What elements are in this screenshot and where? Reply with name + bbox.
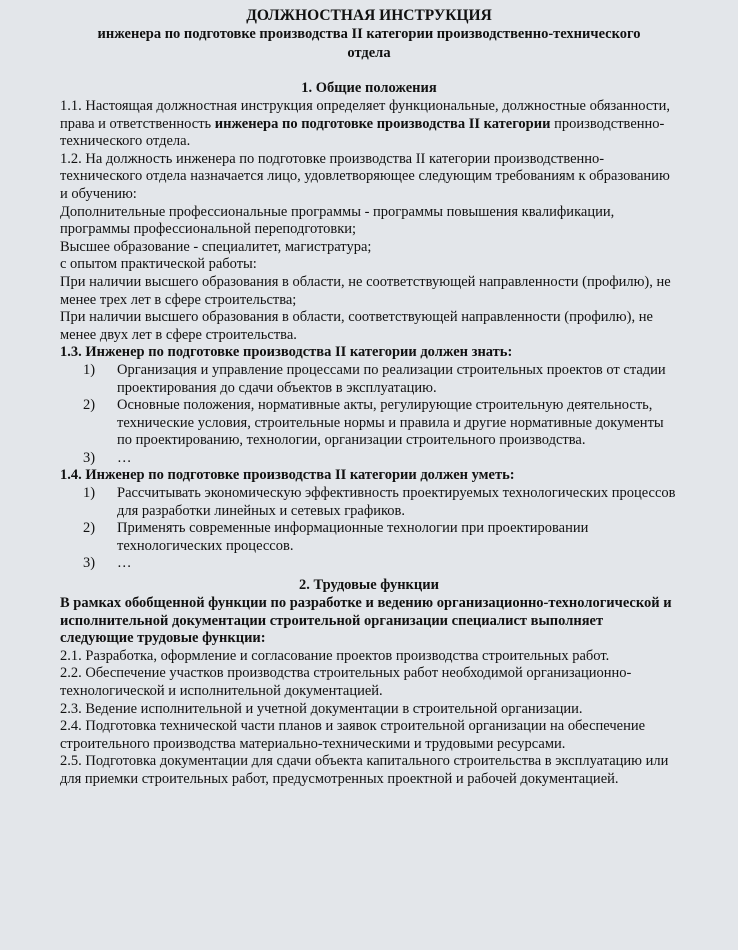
list-number: 3) [83,555,96,572]
paragraph-2-3: 2.3. Ведение исполнительной и учетной документации в строительной организации. [60,700,583,717]
list-item [60,485,678,520]
paragraph-1-3: 1.3. Инженер по подготовке производства II категории должен знать: [60,344,513,361]
list-text: Рассчитывать экономическую эффективность проектируемых технологических процессов для разработки линейных и сетевых графиков. [117,485,676,519]
paragraph-1-1-end: производственно-технического отдела. [60,115,665,150]
requirement-1: Дополнительные профессиональные программы - программы повышения квалификации, программы профессиональной переподготовки; [60,203,615,238]
requirement-4: При наличии высшего образования в области, не соответствующей направленности (профилю), не менее трех лет в сфере строительства; [60,273,671,308]
list-text: Применять современные информационные технологии при проектировании технологических процессов. [117,520,589,554]
document-title: ДОЛЖНОСТНАЯ ИНСТРУКЦИЯ [246,7,492,24]
paragraph-1-1 [60,98,678,151]
paragraph-2-1: 2.1. Разработка, оформление и согласование проектов производства строительных работ. [60,647,610,664]
paragraph-1-1-bold: инженера по подготовке производства II категории [214,115,551,132]
paragraph-2-4: 2.4. Подготовка технической части планов и заявок строительной организации на обеспечение строительного производства материально-техническими и трудовыми ресурсами. [60,718,646,752]
list-number: 3) [83,449,96,466]
paragraph-2-2: 2.2. Обеспечение участков производства строительных работ необходимой организационно-технологической и исполнительной документацией. [60,665,632,699]
list-text: Основные положения, нормативные акты, регулирующие строительную деятельность, технические условия, строительные нормы и правила и другие нормативные документы по проектированию, технологии, организации строительного производства. [117,397,664,449]
list-item [60,397,678,450]
list-item [60,520,678,555]
paragraph-1-1-start: 1.1. Настоящая должностная инструкция определяет функциональные, должностные обязанности, права и ответственность [60,98,670,132]
list-number: 1) [83,361,96,378]
list-number: 1) [83,485,96,502]
requirement-2: Высшее образование - специалитет, магистратура; [60,238,372,255]
document-subtitle [60,25,678,63]
can-list [60,485,678,573]
subtitle-line-2: отдела [347,45,391,61]
list-text: … [117,555,132,572]
list-text: Организация и управление процессами по реализации строительных проектов от стадии проектирования до сдачи объектов в эксплуатацию. [117,361,666,396]
requirement-3: с опытом практической работы: [60,256,257,273]
list-text: … [117,449,132,466]
list-item [60,450,678,468]
requirement-5: При наличии высшего образования в области, соответствующей направленности (профилю), не менее двух лет в сфере строительства. [60,309,653,343]
list-number: 2) [83,520,96,537]
subtitle-line-1: инженера по подготовке производства II категории производственно-технического [97,26,641,42]
section-2-intro: В рамках обобщенной функции по разработке и ведению организационно-технологической и исполнительной документации строительной организации специалист выполняет следующие трудовые функции: [60,595,672,647]
know-list [60,362,678,468]
paragraph-1-4: 1.4. Инженер по подготовке производства II категории должен уметь: [60,467,515,484]
paragraph-1-2: 1.2. На должность инженера по подготовке производства II категории производственно-технического отдела назначается лицо, удовлетворяющее следующим требованиям к образованию и обучению: [60,150,670,202]
section-1-heading: 1. Общие положения [301,80,437,96]
list-item [60,555,678,573]
list-item [60,362,678,397]
paragraph-2-5: 2.5. Подготовка документации для сдачи объекта капитального строительства в эксплуатацию или для приемки строительных работ, предусмотренных проектной и рабочей документацией. [60,753,669,787]
list-number: 2) [83,397,96,414]
section-2-heading: 2. Трудовые функции [299,577,439,594]
